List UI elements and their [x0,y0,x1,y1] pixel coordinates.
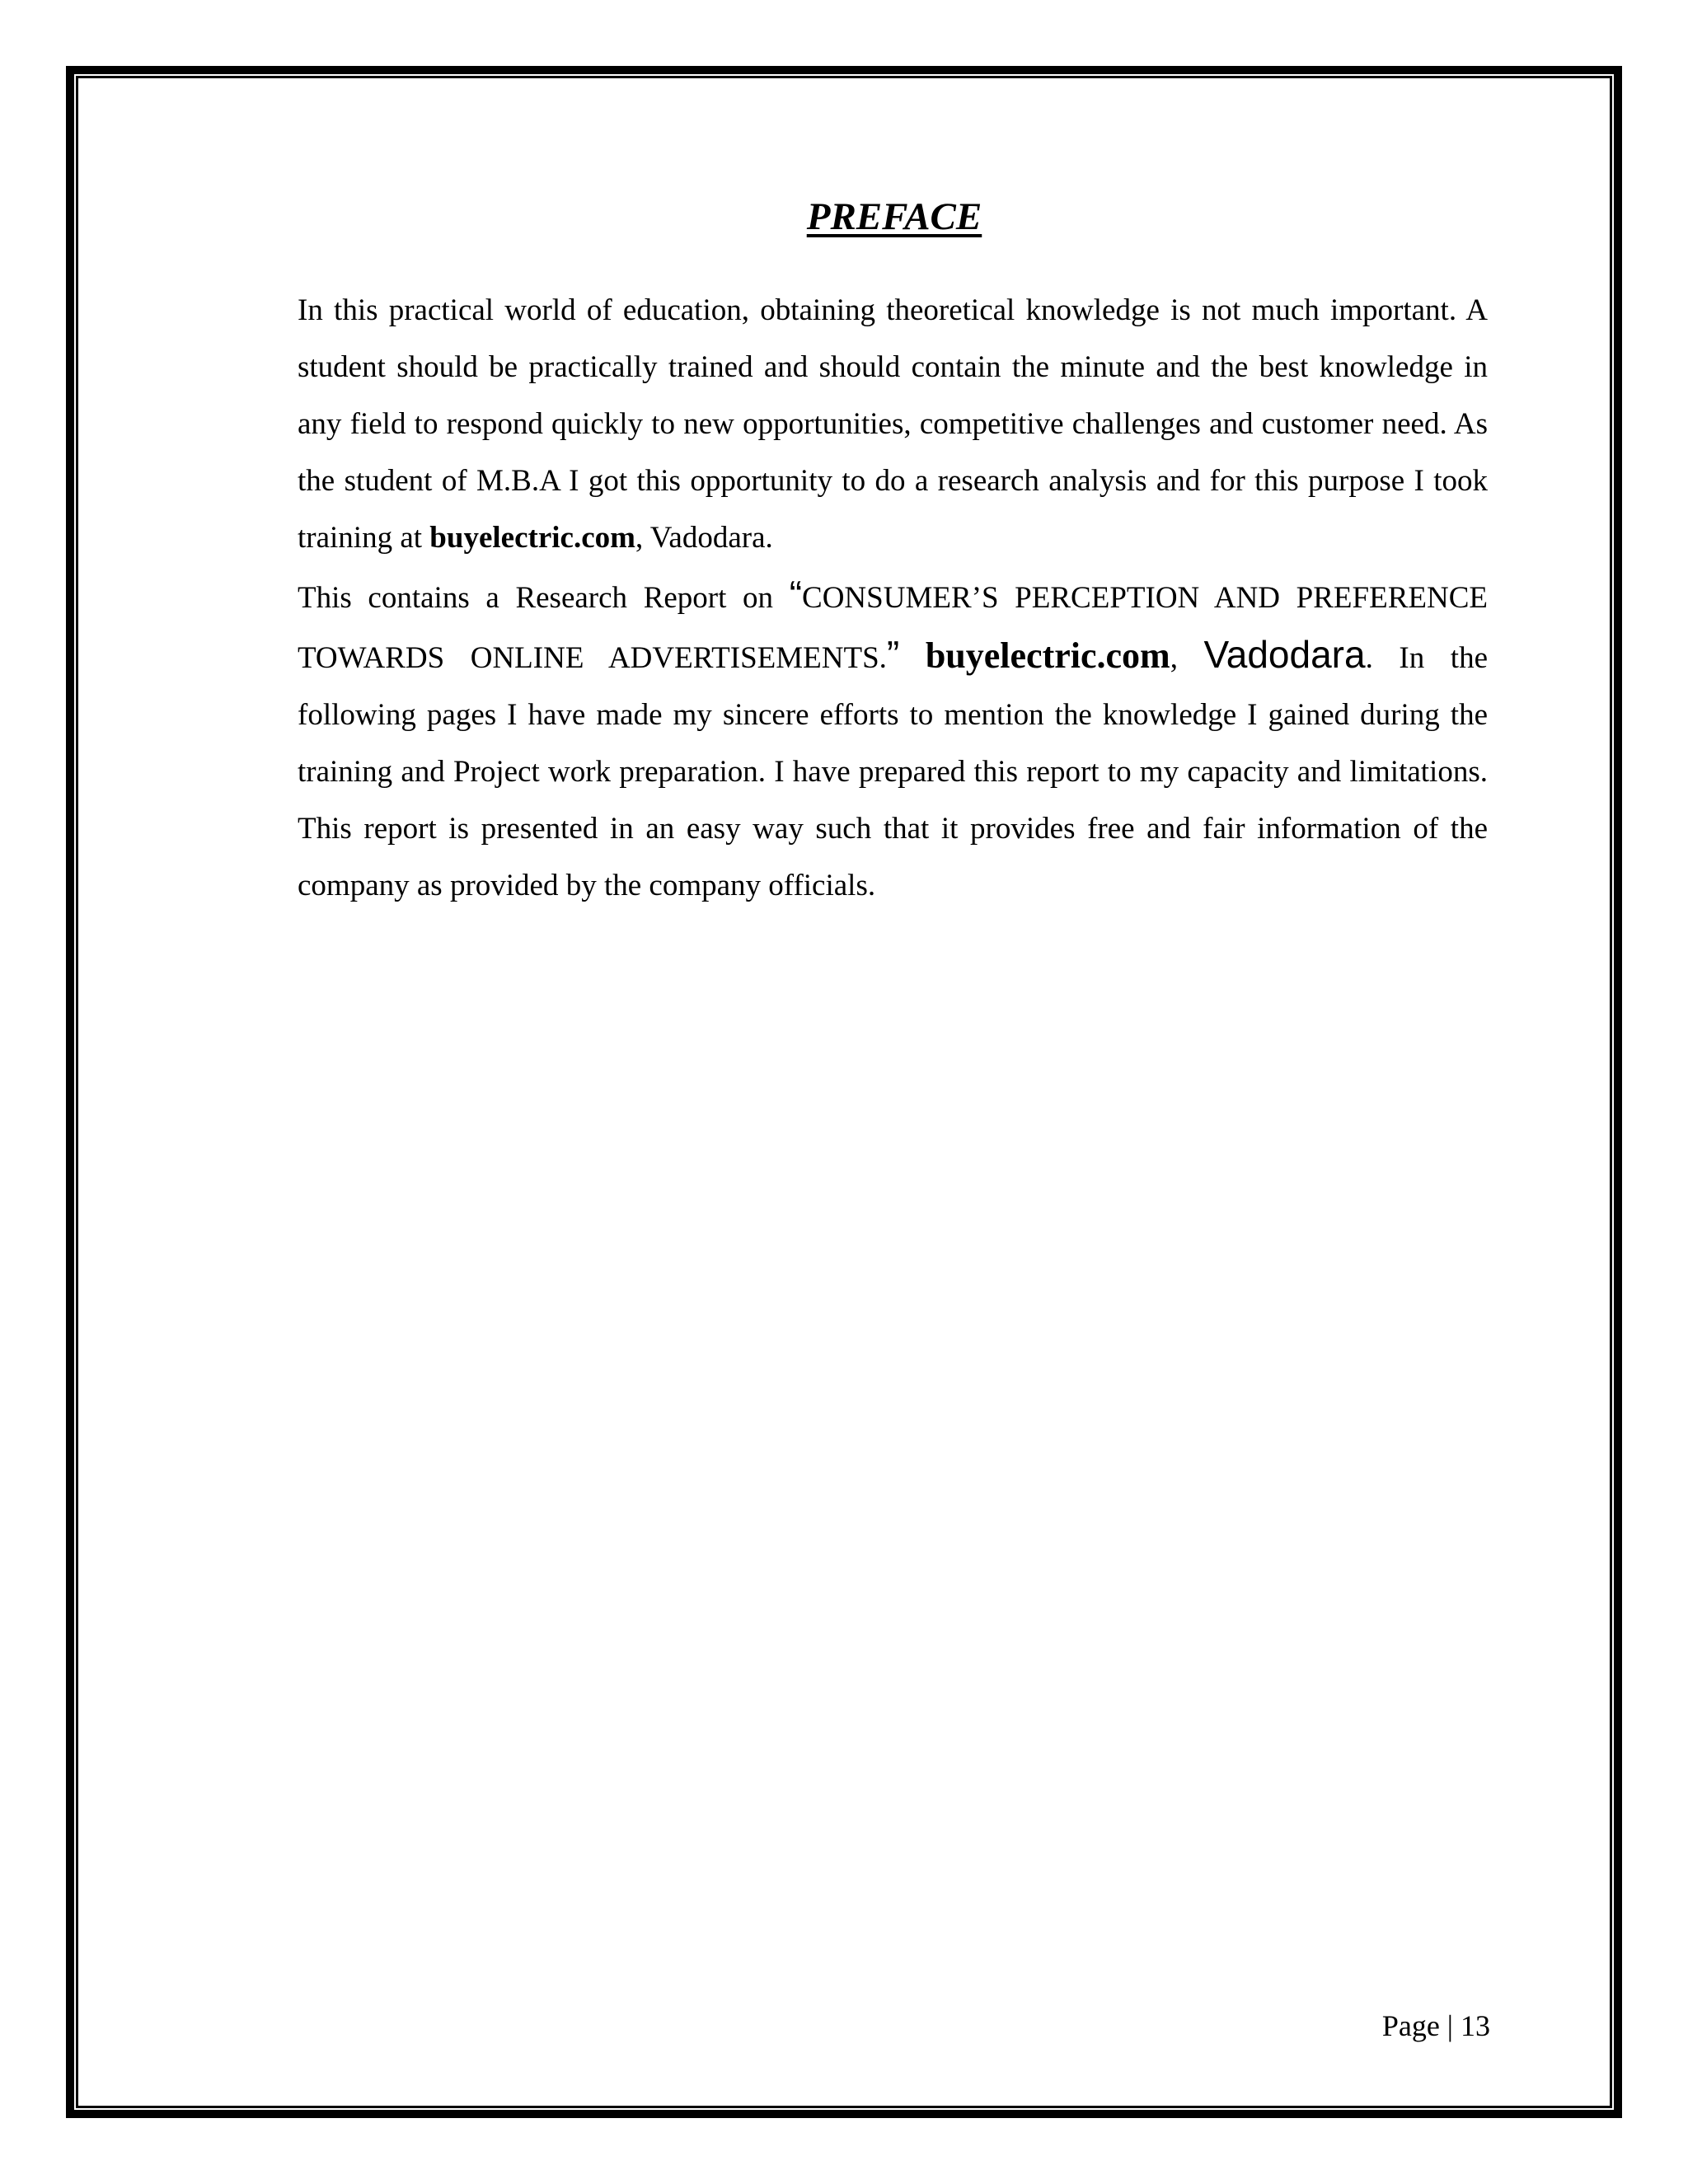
city-name: Vadodara [1203,633,1366,676]
report-title: CONSUMER’S PERCEPTION AND PREFERENCE TOWARDS ONLINE ADVERTISEMENTS. [298,581,1488,675]
page-number: Page | 13 [1381,2009,1490,2042]
paragraph-2-intro: This contains a Research Report on [298,581,790,615]
company-name-2: buyelectric.com [925,635,1170,676]
paragraph-2 [298,566,1488,914]
page-title: PREFACE [806,195,982,238]
close-quote: ” [886,633,900,676]
paragraph-2-text: . In the following pages I have made my sincere efforts to mention the knowledge I gained during the training and Project work preparation. I have prepared this report to my capacity and limitations. This report is presented in an easy way such that it provides free and fair information of the company as provided by the company officials. [298,641,1488,902]
paragraph-1 [298,282,1488,566]
open-quote: “ [789,573,803,616]
preface-body [298,282,1488,914]
comma: , [1170,641,1178,675]
paragraph-1-text: In this practical world of education, obtaining theoretical knowledge is not much important. A student should be practically trained and should contain the minute and the best knowledge in any field to respond quickly to new opportunities, competitive challenges and customer need. As the student of M.B.A I got this opportunity to do a research analysis and for this purpose I took training at [298,293,1488,555]
paragraph-1-end: , Vadodara. [635,521,773,555]
company-name: buyelectric.com [429,521,635,555]
